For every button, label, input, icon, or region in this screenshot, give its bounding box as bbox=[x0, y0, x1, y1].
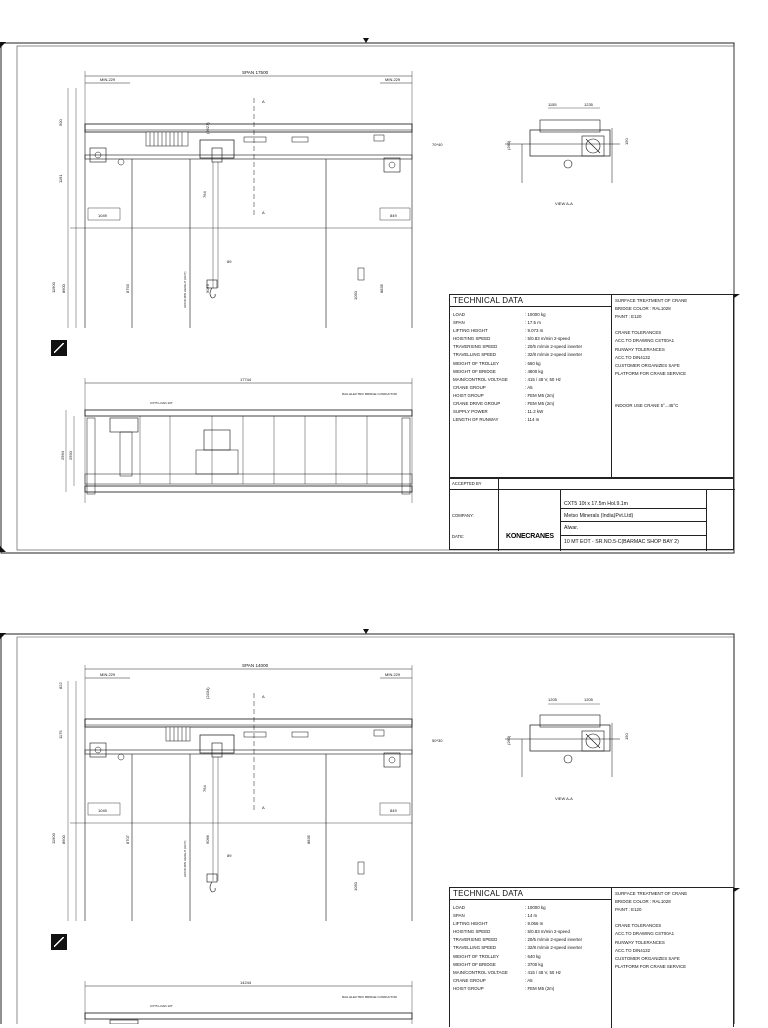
tech-label: LOAD bbox=[453, 312, 465, 317]
dim-hook: (2627) bbox=[205, 122, 210, 134]
tech-note bbox=[615, 321, 687, 329]
span-label-2: SPAN 14000 bbox=[242, 663, 269, 668]
tech-note bbox=[615, 386, 687, 394]
tech-note bbox=[615, 378, 687, 386]
tech-value: : 32/8 m/min 2-speed inverter bbox=[525, 352, 583, 358]
tech-value: : 114 m bbox=[525, 417, 540, 423]
dim-height-lower-2: 8600 bbox=[61, 835, 66, 844]
view-dim-2: 1235 bbox=[584, 102, 593, 107]
company-label: COMPANY: bbox=[452, 513, 474, 518]
tech-label: TRAVELLING SPEED bbox=[453, 352, 497, 358]
customer-name: Metso Minerals (India)Pvt.Ltd) bbox=[564, 513, 634, 519]
dim-1050: 1050 bbox=[353, 291, 358, 300]
tech-label: TRAVERSING SPEED bbox=[453, 937, 498, 943]
tech-note: ACC.TO DRAWING CST00A1 bbox=[615, 931, 675, 937]
side-span: 17744 bbox=[240, 377, 252, 382]
dim-left-main: 1191 bbox=[58, 174, 63, 183]
dim-764-2: 764 bbox=[202, 785, 207, 792]
tech-label: LIFTING HEIGHT bbox=[453, 921, 488, 927]
tech-note: PAINT : E120 bbox=[615, 314, 642, 320]
tech-note: RUNWAY TOLERANCES bbox=[615, 346, 665, 352]
tech-label: WEIGHT OF TROLLEY bbox=[453, 360, 499, 366]
tech-note: CUSTOMER ORGANIZES SAFE bbox=[615, 362, 680, 368]
dim-849: 849 bbox=[390, 213, 397, 218]
tech-values bbox=[525, 311, 582, 424]
dim-top-left: 500 bbox=[58, 119, 63, 126]
tech-note: RUNWAY TOLERANCES bbox=[615, 939, 665, 945]
tech-note: CRANE TOLERANCES bbox=[615, 923, 662, 929]
view-dim-right: 150 bbox=[624, 138, 629, 145]
tech-label: SPAN bbox=[453, 913, 465, 919]
tech-value: : 10000 kg bbox=[525, 905, 546, 910]
tech-note bbox=[615, 394, 687, 402]
drawing-sheet-2 bbox=[0, 629, 768, 1024]
tech-label: LIFTING HEIGHT bbox=[453, 328, 488, 334]
tech-note: PLATFORM FOR CRANE SERVICE bbox=[615, 963, 687, 969]
tech-value: : 10000 kg bbox=[525, 312, 546, 317]
view-dim-1-2: 1205 bbox=[548, 697, 557, 702]
drawing-sheet-1 bbox=[0, 38, 768, 555]
view-dim-left-2: (260) bbox=[506, 735, 511, 745]
min-right-label-2: MIN.229 bbox=[385, 672, 401, 677]
span-label: SPAN 17500 bbox=[242, 70, 269, 75]
tech-note: PAINT : E120 bbox=[615, 907, 642, 913]
side-h2: 2550 bbox=[68, 451, 73, 460]
tech-note: SURFACE TREATMENT OF CRANE bbox=[615, 891, 688, 896]
side-h1: 2964 bbox=[60, 451, 65, 460]
tech-label: SPAN bbox=[453, 320, 465, 326]
tech-note: SURFACE TREATMENT OF CRANE bbox=[615, 298, 688, 303]
tech-labels bbox=[453, 311, 508, 424]
dim-9073: 9073 bbox=[205, 284, 210, 293]
tech-note: ACC.TO DIN4132 bbox=[615, 947, 651, 953]
tech-label: WEIGHT OF BRIDGE bbox=[453, 961, 496, 967]
tech-value: : A5 bbox=[525, 384, 533, 390]
side-note-right-2: RAIL ELECTRIC BRIDGE CONDUCTOR bbox=[342, 995, 397, 999]
dim-hook-2: (2434) bbox=[205, 687, 210, 699]
dim-1050-2: 1050 bbox=[353, 882, 358, 891]
dim-left-main-2: 1175 bbox=[58, 730, 63, 739]
tech-value: : 17.5 m bbox=[525, 320, 541, 326]
tech-value: : FEM M5 (2m) bbox=[525, 392, 555, 398]
min-left-label: MIN.229 bbox=[100, 77, 116, 82]
tech-note bbox=[615, 914, 687, 922]
section-marker-top: A bbox=[262, 99, 265, 104]
dim-height-total-2: 11900 bbox=[51, 833, 56, 844]
view-dim-1: 1155 bbox=[548, 102, 557, 107]
technical-data-title: TECHNICAL DATA bbox=[453, 296, 524, 305]
side-span-2: 14244 bbox=[240, 980, 252, 985]
angle-label-2: 50*30 bbox=[432, 738, 443, 743]
konecranes-logo: KONECRANES bbox=[506, 533, 554, 540]
crane-symbol-icon-2 bbox=[51, 934, 67, 950]
tech-value: : 9.073 m bbox=[525, 328, 544, 334]
tech-values-2 bbox=[525, 904, 582, 993]
dim-8793: 8793 bbox=[125, 284, 130, 293]
site-location: Alwar. bbox=[564, 525, 579, 531]
tech-note: ACC.TO DIN4132 bbox=[615, 354, 651, 360]
tech-value: : 9.066 m bbox=[525, 921, 544, 927]
technical-data-title-2: TECHNICAL DATA bbox=[453, 889, 524, 898]
tech-note: PLATFORM FOR CRANE SERVICE bbox=[615, 370, 687, 376]
section-marker-top-2: A bbox=[262, 694, 265, 699]
date-label: DATE: bbox=[452, 534, 465, 539]
tech-value: : 20/5 m/min 2-speed inverter bbox=[525, 344, 583, 350]
tech-value: : 5/0.83 m/min 2-speed bbox=[525, 929, 570, 935]
tech-label: TRAVELLING SPEED bbox=[453, 945, 497, 951]
tech-value: : 20/5 m/min 2-speed inverter bbox=[525, 937, 583, 943]
side-note-right: RAIL ELECTRIC BRIDGE CONDUCTOR bbox=[342, 392, 397, 396]
dim-764: 764 bbox=[202, 191, 207, 198]
view-dim-right-2: 150 bbox=[624, 733, 629, 740]
view-dim-left: (260) bbox=[506, 140, 511, 150]
section-marker-bottom-2: A bbox=[262, 805, 265, 810]
tech-value: : FEM M5 (2m) bbox=[525, 401, 555, 407]
tech-note: BRIDGE COLOR : RAL1028 bbox=[615, 306, 671, 312]
tech-note: BRIDGE COLOR : RAL1028 bbox=[615, 899, 671, 905]
dim-849-2: 849 bbox=[390, 808, 397, 813]
tech-value: : 5/0.83 m/min 2-speed bbox=[525, 336, 570, 342]
view-dim-2-2: 1205 bbox=[584, 697, 593, 702]
tech-label: MAIN/CONTROL VOLTAGE bbox=[453, 376, 508, 382]
dim-top-left-2: 822 bbox=[58, 682, 63, 689]
crane-model: CXT5 10t x 17.5m Hol.9.1m bbox=[564, 501, 629, 507]
tech-value: : A5 bbox=[525, 977, 533, 983]
tech-label: WEIGHT OF TROLLEY bbox=[453, 953, 499, 959]
technical-data-table-2 bbox=[449, 887, 734, 1027]
tech-value: : 11.2 kW bbox=[525, 409, 544, 415]
dim-9066: 9066 bbox=[205, 835, 210, 844]
hook-height-label-2: HOOK MIN HEIGHT (HOT) bbox=[183, 840, 187, 877]
hook-height-label: HOOK MIN HEIGHT (HOT) bbox=[183, 271, 187, 308]
tech-note: INDOOR USE CRANE 5°...45°C bbox=[615, 403, 679, 409]
tech-labels-2 bbox=[453, 904, 508, 993]
dim-8707: 8707 bbox=[125, 835, 130, 844]
tech-label: CRANE GROUP bbox=[453, 384, 486, 390]
tech-notes-2 bbox=[615, 890, 687, 971]
tech-note: CUSTOMER ORGANIZES SAFE bbox=[615, 955, 680, 961]
section-marker-bottom: A bbox=[262, 210, 265, 215]
drawing-title: 10 MT EOT - SR.NO.5-C(BARMAC SHOP BAY 2) bbox=[564, 539, 679, 545]
tech-label: HOISTING SPEED bbox=[453, 336, 491, 342]
tech-label: HOIST GROUP bbox=[453, 392, 484, 398]
tech-label: MAIN/CONTROL VOLTAGE bbox=[453, 969, 508, 975]
tech-note: CRANE TOLERANCES bbox=[615, 330, 662, 336]
tech-note: ACC.TO DRAWING CST00A1 bbox=[615, 338, 675, 344]
dim-height-lower: 8600 bbox=[61, 284, 66, 293]
view-title-2: VIEW A-A bbox=[555, 796, 573, 801]
dim-89-2: 89 bbox=[227, 853, 232, 858]
tech-label: TRAVERSING SPEED bbox=[453, 344, 498, 350]
tech-value: : 660 kg bbox=[525, 360, 541, 366]
tech-label: LENGTH OF RUNWAY bbox=[453, 417, 499, 423]
accepted-by-label: ACCEPTED BY bbox=[452, 481, 482, 486]
tech-label: HOIST GROUP bbox=[453, 985, 484, 991]
dim-89: 89 bbox=[227, 259, 232, 264]
min-right-label: MIN.229 bbox=[385, 77, 401, 82]
tech-notes bbox=[615, 297, 687, 410]
side-note-left: CXT5 LOAD 10T bbox=[150, 401, 173, 405]
technical-data-table bbox=[449, 294, 734, 478]
tech-value: : 32/8 m/min 2-speed inverter bbox=[525, 945, 583, 951]
tech-label: CRANE DRIVE GROUP bbox=[453, 401, 501, 407]
tech-label: LOAD bbox=[453, 905, 465, 910]
tech-value: : 640 kg bbox=[525, 953, 541, 959]
dim-1049: 1049 bbox=[98, 213, 107, 218]
crane-symbol-icon bbox=[51, 340, 67, 356]
tech-value: : 14 m bbox=[525, 913, 538, 919]
angle-label: 70*40 bbox=[432, 142, 443, 147]
tech-value: : 4800 kg bbox=[525, 368, 544, 374]
dim-height-total: 11900 bbox=[51, 282, 56, 293]
tech-value: : 415 / 48 V, 50 Hz bbox=[525, 376, 561, 382]
side-note-left-2: CXT5 LOAD 10T bbox=[150, 1004, 173, 1008]
tech-label: HOISTING SPEED bbox=[453, 929, 491, 935]
view-title: VIEW A-A bbox=[555, 201, 573, 206]
dim-1049-2: 1049 bbox=[98, 808, 107, 813]
tech-value: : 415 / 48 V, 50 Hz bbox=[525, 969, 561, 975]
tech-label: WEIGHT OF BRIDGE bbox=[453, 368, 496, 374]
title-block bbox=[449, 478, 734, 550]
tech-label: CRANE GROUP bbox=[453, 977, 486, 983]
tech-label: SUPPLY POWER bbox=[453, 409, 488, 415]
min-left-label-2: MIN.229 bbox=[100, 672, 116, 677]
dim-8835-2: 8835 bbox=[306, 835, 311, 844]
dim-8835: 8835 bbox=[379, 284, 384, 293]
tech-value: : FEM M5 (2m) bbox=[525, 985, 555, 991]
tech-value: : 3700 kg bbox=[525, 961, 544, 967]
